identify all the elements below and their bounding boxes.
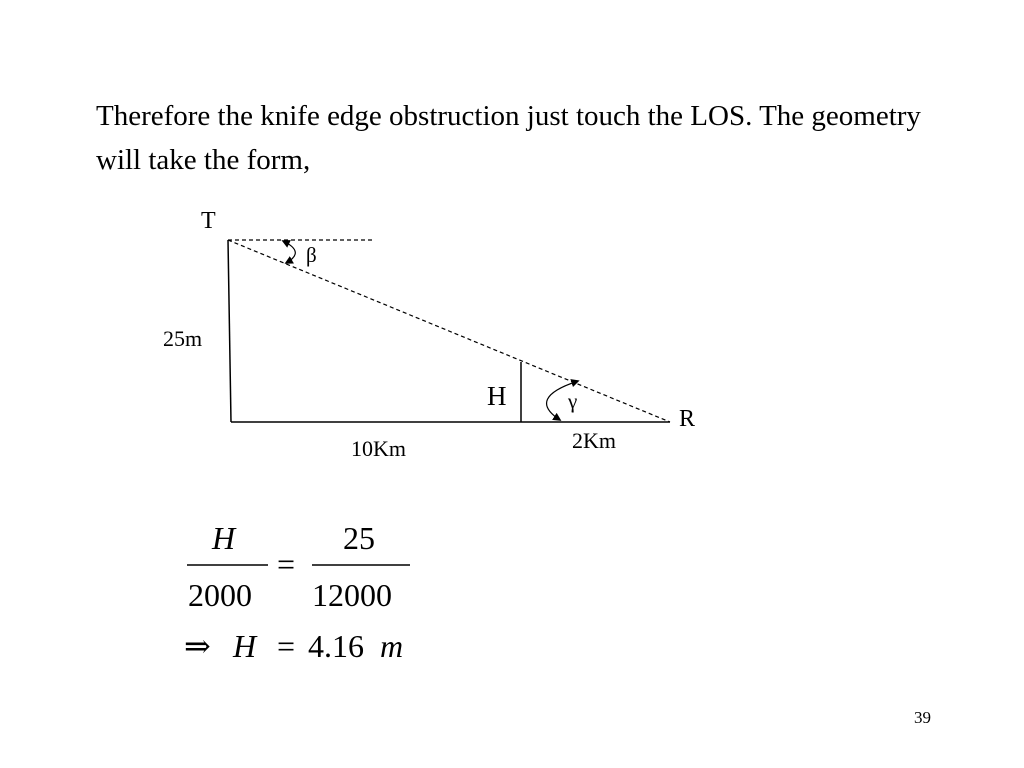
result-equals-sign: = bbox=[277, 628, 296, 664]
result-variable: H bbox=[233, 628, 257, 664]
distance-obstruction-to-receiver-label: 2Km bbox=[572, 428, 616, 453]
transmitter-height-label: 25m bbox=[163, 326, 203, 351]
gamma-angle-label: γ bbox=[568, 389, 578, 413]
lhs-denominator: 2000 bbox=[188, 577, 252, 613]
lhs-numerator: H bbox=[212, 520, 236, 556]
page-number: 39 bbox=[914, 708, 931, 727]
result-unit: m bbox=[380, 628, 404, 664]
equals-sign: = bbox=[277, 546, 296, 582]
distance-to-obstruction-label: 10Km bbox=[351, 436, 406, 461]
beta-angle-label: β bbox=[306, 243, 317, 267]
receiver-label: R bbox=[679, 406, 696, 432]
body-text: Therefore the knife edge obstruction just touch the LOS. The geometry will take the form, bbox=[96, 100, 921, 176]
rhs-denominator: 12000 bbox=[312, 577, 392, 613]
implies-symbol: ⇒ bbox=[184, 628, 211, 664]
obstruction-label: H bbox=[487, 381, 507, 411]
result-value: 4.16 bbox=[308, 628, 364, 664]
rhs-numerator: 25 bbox=[343, 520, 375, 556]
transmitter-label: T bbox=[201, 208, 216, 234]
